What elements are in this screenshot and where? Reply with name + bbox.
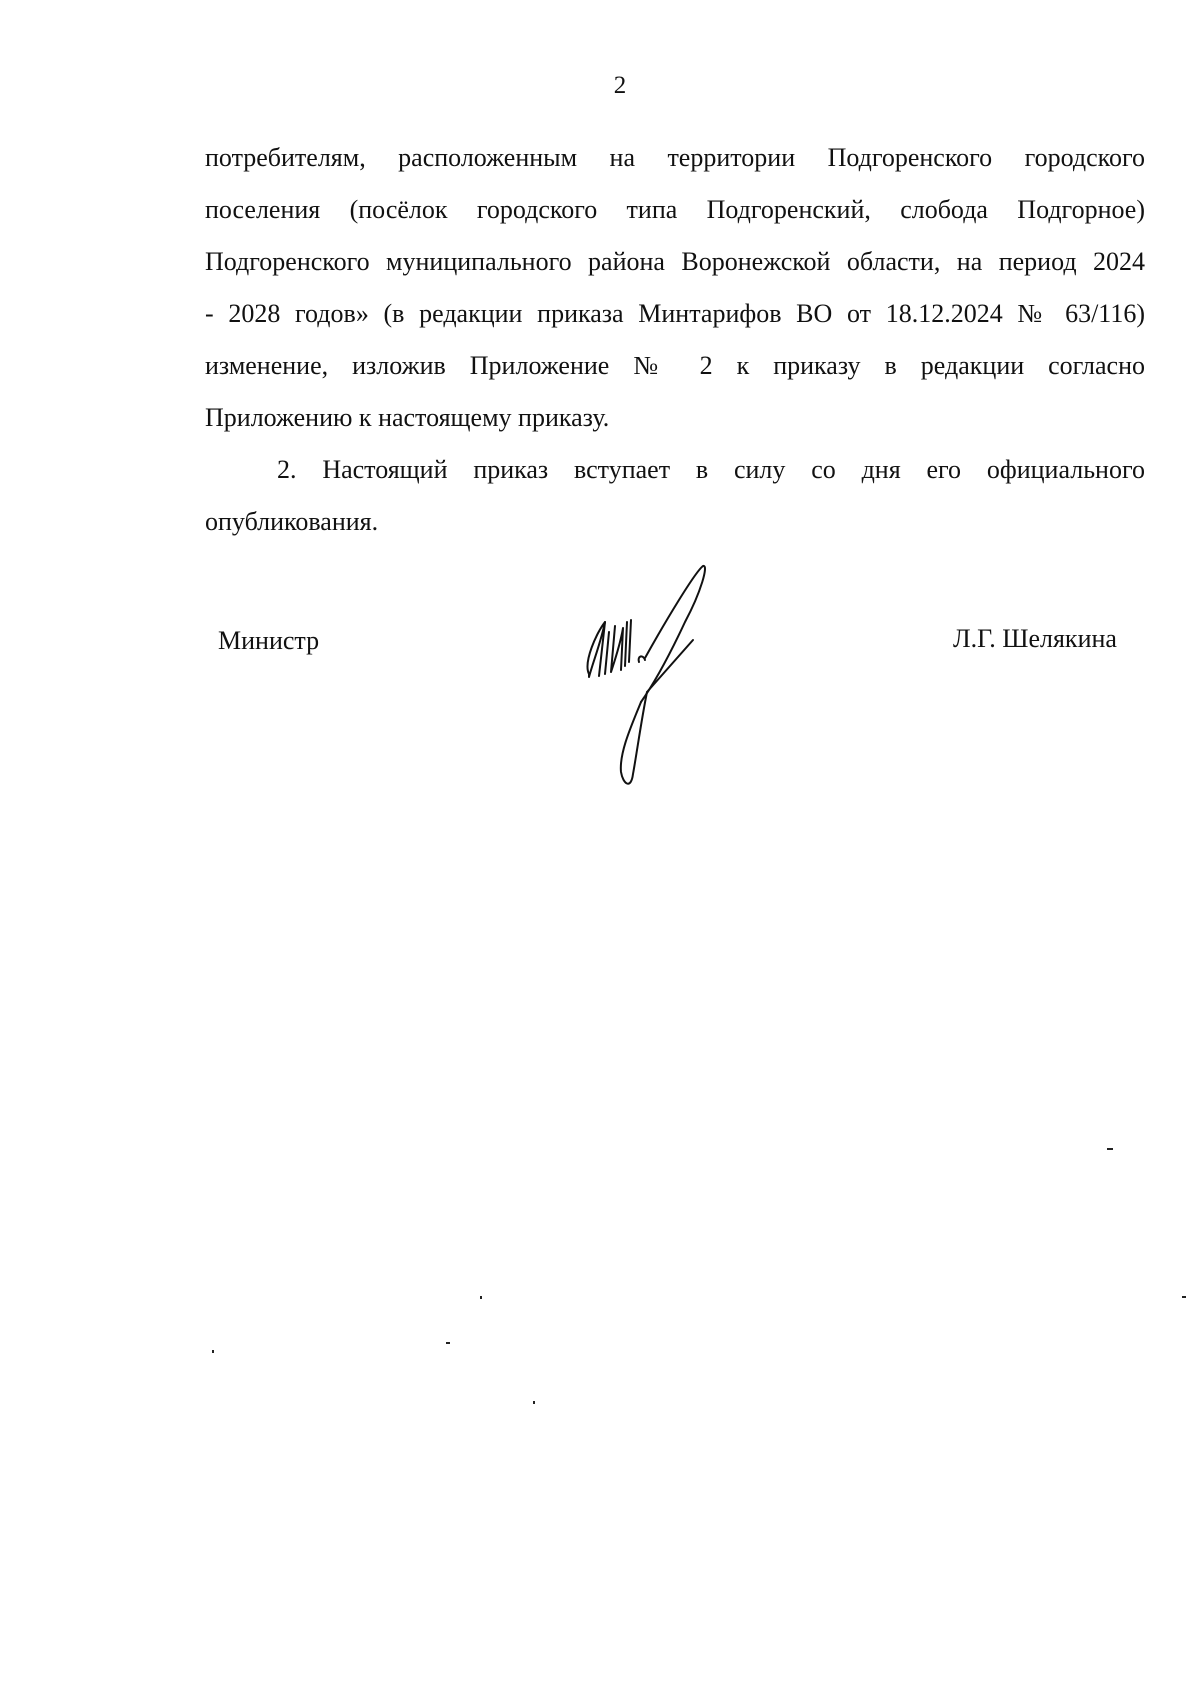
scan-artifact: [1182, 1296, 1186, 1298]
scan-artifact: [212, 1350, 214, 1353]
scan-artifact: [1107, 1148, 1113, 1150]
text-line: потребителям, расположенным на территории Подгоренского городского: [205, 143, 1145, 172]
page-number: 2: [613, 72, 627, 99]
paragraph-2: [205, 444, 1145, 548]
scan-artifact: [480, 1296, 482, 1299]
scan-artifact: [446, 1342, 450, 1344]
handwritten-signature-icon: [575, 562, 735, 797]
text-line: изменение, изложив Приложение № 2 к приказу в редакции согласно: [205, 351, 1145, 380]
text-line: поселения (посёлок городского типа Подгоренский, слобода Подгорное): [205, 195, 1145, 224]
text-line: опубликования.: [205, 507, 379, 536]
text-line: 2. Настоящий приказ вступает в силу со дня его официального: [277, 455, 1145, 484]
signatory-name: Л.Г. Шелякина: [953, 624, 1117, 653]
scan-artifact: [533, 1401, 535, 1404]
text-line: Подгоренского муниципального района Воронежской области, на период 2024: [205, 247, 1145, 276]
signatory-title: Министр: [218, 626, 320, 655]
signature-block: [0, 610, 1200, 810]
document-body: [205, 132, 1145, 548]
text-line: - 2028 годов» (в редакции приказа Минтарифов ВО от 18.12.2024 № 63/116): [205, 299, 1145, 328]
text-line: Приложению к настоящему приказу.: [205, 403, 610, 432]
paragraph-1: [205, 132, 1145, 444]
